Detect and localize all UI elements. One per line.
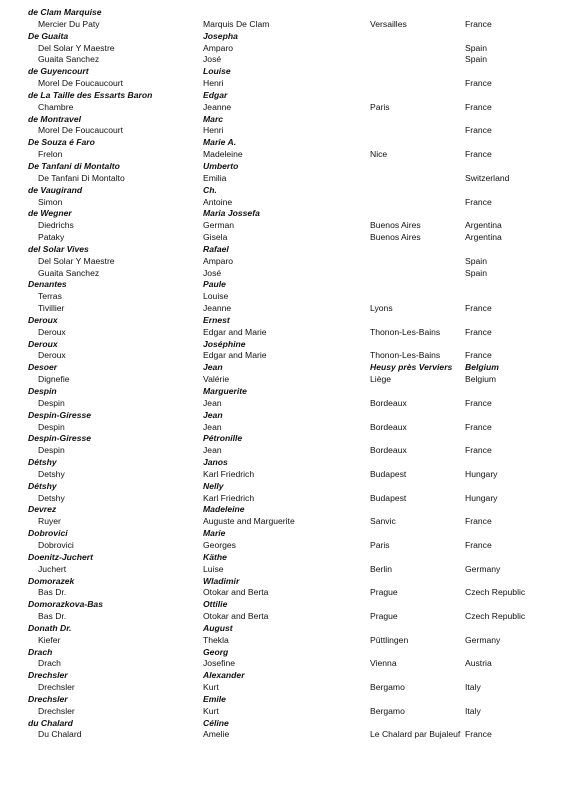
surname-cell: Mercier Du Paty — [38, 18, 100, 29]
city-cell: Vienna — [370, 658, 397, 669]
country-cell: Hungary — [465, 492, 498, 503]
surname-cell: Despin — [28, 386, 57, 396]
country-cell: France — [465, 729, 492, 740]
given-name-cell: Paule — [203, 279, 226, 290]
given-name-cell: Céline — [203, 717, 229, 728]
given-name-cell: Kurt — [203, 682, 219, 693]
person-row — [0, 564, 568, 576]
city-cell: Bergamo — [370, 682, 405, 693]
given-name-cell: Marc — [203, 113, 224, 124]
given-name-cell: Nelly — [203, 480, 224, 491]
given-name-cell: Jeanne — [203, 101, 232, 112]
country-cell: Czech Republic — [465, 611, 526, 622]
given-name-cell: Marquis De Clam — [203, 18, 270, 29]
given-name-cell: Josepha — [203, 30, 238, 41]
surname-cell: Drach — [28, 646, 53, 657]
country-cell: France — [465, 539, 492, 550]
given-name-cell: Georges — [203, 539, 236, 550]
surname-cell: du Chalard — [28, 717, 73, 728]
country-cell: France — [465, 125, 492, 136]
city-cell: Lyons — [370, 303, 393, 314]
city-cell: Le Chalard par Bujaleuf — [370, 729, 461, 740]
surname-cell: Donath Dr. — [28, 622, 72, 633]
family-heading-row — [0, 670, 568, 682]
person-row — [0, 19, 568, 31]
given-name-cell: Emile — [203, 693, 226, 704]
person-row — [0, 469, 568, 481]
city-cell: Prague — [370, 587, 398, 598]
surname-cell: Frelon — [38, 149, 63, 160]
given-name-cell: Amelie — [203, 729, 230, 740]
city-cell: Heusy près Verviers — [370, 362, 453, 373]
person-row — [0, 516, 568, 528]
given-name-cell: Joséphine — [203, 338, 246, 349]
family-heading-row — [0, 137, 568, 149]
surname-cell: del Solar Vives — [28, 243, 89, 254]
surname-cell: Diedrichs — [38, 220, 74, 231]
given-name-cell: Louise — [203, 66, 231, 77]
family-heading-row — [0, 410, 568, 422]
surname-cell: Dobrovici — [38, 539, 74, 550]
surname-cell: Juchert — [38, 563, 67, 574]
surname-cell: Domorazkova-Bas — [28, 599, 103, 610]
family-heading-row — [0, 552, 568, 564]
country-cell: Spain — [465, 255, 487, 266]
city-cell: Budapest — [370, 468, 407, 479]
given-name-cell: Jean — [203, 421, 222, 432]
surname-cell: Devrez — [28, 504, 57, 515]
city-cell: Bordeaux — [370, 421, 407, 432]
surname-cell: Drechsler — [28, 670, 68, 681]
given-name-cell: Josefine — [203, 658, 236, 669]
country-cell: France — [465, 78, 492, 89]
person-row — [0, 658, 568, 670]
family-heading-row — [0, 647, 568, 659]
country-cell: France — [465, 149, 492, 160]
country-cell: Switzerland — [465, 172, 510, 183]
given-name-cell: Madeleine — [203, 504, 245, 515]
surname-cell: Drechsler — [28, 693, 68, 704]
given-name-cell: Antoine — [203, 196, 233, 207]
country-cell: Belgium — [465, 362, 499, 373]
country-cell: France — [465, 350, 492, 361]
given-name-cell: Emilia — [203, 172, 227, 183]
surname-cell: Doenitz-Juchert — [28, 551, 93, 562]
given-name-cell: Karl Friedrich — [203, 492, 255, 503]
surname-cell: Dobrovici — [28, 528, 68, 539]
family-heading-row — [0, 90, 568, 102]
surname-cell: Detshy — [38, 468, 65, 479]
family-heading-row — [0, 66, 568, 78]
surname-cell: Terras — [38, 291, 62, 302]
person-row — [0, 682, 568, 694]
given-name-cell: Marie A. — [203, 137, 237, 148]
given-name-cell: Henri — [203, 78, 224, 89]
given-name-cell: Louise — [203, 291, 229, 302]
surname-cell: Drechsler — [38, 705, 75, 716]
family-heading-row — [0, 528, 568, 540]
given-name-cell: Otokar and Berta — [203, 587, 269, 598]
city-cell: Bordeaux — [370, 397, 407, 408]
given-name-cell: Jean — [203, 362, 223, 373]
given-name-cell: Edgar and Marie — [203, 326, 267, 337]
surname-cell: de La Taille des Essarts Baron — [28, 89, 153, 100]
given-name-cell: José — [203, 54, 222, 65]
name-list — [0, 7, 568, 752]
given-name-cell: Edgar — [203, 89, 228, 100]
country-cell: Italy — [465, 705, 481, 716]
surname-cell: Bas Dr. — [38, 587, 67, 598]
person-row — [0, 102, 568, 114]
family-heading-row — [0, 185, 568, 197]
given-name-cell: Jean — [203, 397, 222, 408]
country-cell: France — [465, 421, 492, 432]
city-cell: Bordeaux — [370, 445, 407, 456]
given-name-cell: Pétronille — [203, 433, 243, 444]
country-cell: Austria — [465, 658, 492, 669]
person-row — [0, 197, 568, 209]
family-heading-row — [0, 457, 568, 469]
person-row — [0, 611, 568, 623]
country-cell: France — [465, 196, 492, 207]
country-cell: Spain — [465, 267, 487, 278]
person-row — [0, 540, 568, 552]
surname-cell: Despin — [38, 421, 65, 432]
surname-cell: Simon — [38, 196, 63, 207]
country-cell: France — [465, 516, 492, 527]
given-name-cell: Henri — [203, 125, 224, 136]
given-name-cell: Ch. — [203, 184, 217, 195]
surname-cell: De Tanfani di Montalto — [28, 160, 120, 171]
country-cell: France — [465, 397, 492, 408]
surname-cell: Deroux — [28, 314, 58, 325]
person-row — [0, 256, 568, 268]
family-heading-row — [0, 386, 568, 398]
surname-cell: de Montravel — [28, 113, 82, 124]
person-row — [0, 706, 568, 718]
given-name-cell: Edgar and Marie — [203, 350, 267, 361]
city-cell: Buenos Aires — [370, 220, 421, 231]
country-cell: France — [465, 326, 492, 337]
person-row — [0, 587, 568, 599]
family-heading-row — [0, 362, 568, 374]
surname-cell: Del Solar Y Maestre — [38, 255, 115, 266]
surname-cell: Dignefie — [38, 374, 70, 385]
surname-cell: Guaita Sanchez — [38, 54, 100, 65]
city-cell: Thonon-Les-Bains — [370, 350, 441, 361]
city-cell: Liège — [370, 374, 392, 385]
given-name-cell: Madeleine — [203, 149, 243, 160]
family-heading-row — [0, 481, 568, 493]
person-row — [0, 43, 568, 55]
given-name-cell: Kurt — [203, 705, 219, 716]
surname-cell: de Clam Marquise — [28, 7, 102, 17]
surname-cell: Despin — [38, 397, 65, 408]
city-cell: Berlin — [370, 563, 392, 574]
given-name-cell: Jean — [203, 445, 222, 456]
surname-cell: Despin-Giresse — [28, 433, 92, 444]
given-name-cell: August — [203, 622, 233, 633]
given-name-cell: Jean — [203, 409, 223, 420]
given-name-cell: Thekla — [203, 634, 229, 645]
surname-cell: Desoer — [28, 362, 58, 373]
given-name-cell: Otokar and Berta — [203, 611, 269, 622]
given-name-cell: Amparo — [203, 255, 234, 266]
surname-cell: Deroux — [38, 326, 66, 337]
family-heading-row — [0, 576, 568, 588]
city-cell: Nice — [370, 149, 388, 160]
country-cell: France — [465, 445, 492, 456]
surname-cell: De Guaita — [28, 30, 69, 41]
family-heading-row — [0, 315, 568, 327]
given-name-cell: Gisela — [203, 232, 228, 243]
country-cell: Belgium — [465, 374, 497, 385]
city-cell: Buenos Aires — [370, 232, 421, 243]
surname-cell: Drechsler — [38, 682, 75, 693]
given-name-cell: Janos — [203, 457, 228, 468]
surname-cell: Du Chalard — [38, 729, 82, 740]
city-cell: Paris — [370, 101, 390, 112]
family-heading-row — [0, 433, 568, 445]
country-cell: Italy — [465, 682, 481, 693]
surname-cell: De Souza é Faro — [28, 137, 95, 148]
surname-cell: Morel De Foucaucourt — [38, 78, 124, 89]
given-name-cell: Rafael — [203, 243, 229, 254]
surname-cell: de Guyencourt — [28, 66, 89, 77]
surname-cell: Domorazek — [28, 575, 75, 586]
person-row — [0, 635, 568, 647]
surname-cell: de Vaugirand — [28, 184, 83, 195]
surname-cell: Tivillier — [38, 303, 65, 314]
given-name-cell: Käthe — [203, 551, 227, 562]
city-cell: Thonon-Les-Bains — [370, 326, 441, 337]
given-name-cell: Ottilie — [203, 599, 228, 610]
person-row — [0, 374, 568, 386]
person-row — [0, 173, 568, 185]
surname-cell: Drach — [38, 658, 61, 669]
surname-cell: Deroux — [38, 350, 66, 361]
surname-cell: Détshy — [28, 480, 57, 491]
country-cell: Germany — [465, 563, 501, 574]
given-name-cell: Auguste and Marguerite — [203, 516, 295, 527]
person-row — [0, 350, 568, 362]
person-row — [0, 54, 568, 66]
given-name-cell: José — [203, 267, 222, 278]
surname-cell: Bas Dr. — [38, 611, 67, 622]
given-name-cell: Wladimir — [203, 575, 240, 586]
family-heading-row — [0, 623, 568, 635]
family-heading-row — [0, 599, 568, 611]
surname-cell: Deroux — [28, 338, 58, 349]
city-cell: Prague — [370, 611, 398, 622]
country-cell: Germany — [465, 634, 501, 645]
surname-cell: Ruyer — [38, 516, 61, 527]
surname-cell: Guaita Sanchez — [38, 267, 100, 278]
family-heading-row — [0, 504, 568, 516]
city-cell: Budapest — [370, 492, 407, 503]
person-row — [0, 232, 568, 244]
person-row — [0, 220, 568, 232]
family-heading-row — [0, 161, 568, 173]
person-row — [0, 398, 568, 410]
country-cell: France — [465, 18, 492, 29]
city-cell: Bergamo — [370, 705, 405, 716]
person-row — [0, 125, 568, 137]
person-row — [0, 445, 568, 457]
country-cell: France — [465, 101, 492, 112]
person-row — [0, 291, 568, 303]
country-cell: Czech Republic — [465, 587, 526, 598]
given-name-cell: Maria Jossefa — [203, 208, 260, 219]
given-name-cell: Ernest — [203, 314, 230, 325]
country-cell: France — [465, 303, 492, 314]
family-heading-row — [0, 114, 568, 126]
person-row — [0, 422, 568, 434]
family-heading-row — [0, 244, 568, 256]
family-heading-row — [0, 694, 568, 706]
surname-cell: de Wegner — [28, 208, 72, 219]
surname-cell: Denantes — [28, 279, 67, 290]
surname-cell: Chambre — [38, 101, 74, 112]
given-name-cell: Alexander — [203, 670, 245, 681]
given-name-cell: Valérie — [203, 374, 230, 385]
given-name-cell: Karl Friedrich — [203, 468, 255, 479]
surname-cell: Kiefer — [38, 634, 61, 645]
given-name-cell: Georg — [203, 646, 229, 657]
given-name-cell: Umberto — [203, 160, 239, 171]
city-cell: Versailles — [370, 18, 407, 29]
person-row — [0, 268, 568, 280]
surname-cell: Despin-Giresse — [28, 409, 92, 420]
family-heading-row — [0, 31, 568, 43]
person-row — [0, 493, 568, 505]
given-name-cell: German — [203, 220, 235, 231]
surname-cell: Detshy — [38, 492, 65, 503]
country-cell: Argentina — [465, 220, 502, 231]
given-name-cell: Jeanne — [203, 303, 232, 314]
family-heading-row — [0, 339, 568, 351]
country-cell: Argentina — [465, 232, 502, 243]
given-name-cell: Marie — [203, 528, 226, 539]
surname-cell: Morel De Foucaucourt — [38, 125, 124, 136]
person-row — [0, 78, 568, 90]
person-row — [0, 149, 568, 161]
family-heading-row — [0, 279, 568, 291]
surname-cell: Détshy — [28, 457, 57, 468]
city-cell: Püttlingen — [370, 634, 409, 645]
person-row — [0, 303, 568, 315]
person-row — [0, 327, 568, 339]
country-cell: Spain — [465, 42, 487, 53]
given-name-cell: Luise — [203, 563, 224, 574]
city-cell: Paris — [370, 539, 390, 550]
country-cell: Hungary — [465, 468, 498, 479]
family-heading-row — [0, 208, 568, 220]
country-cell: Spain — [465, 54, 487, 65]
surname-cell: Pataky — [38, 232, 65, 243]
city-cell: Sanvic — [370, 516, 396, 527]
family-heading-row — [0, 718, 568, 730]
family-heading-row — [0, 7, 568, 19]
surname-cell: Despin — [38, 445, 65, 456]
given-name-cell: Marguerite — [203, 386, 247, 396]
surname-cell: Del Solar Y Maestre — [38, 42, 115, 53]
surname-cell: De Tanfani Di Montalto — [38, 172, 125, 183]
given-name-cell: Amparo — [203, 42, 234, 53]
person-row — [0, 729, 568, 752]
